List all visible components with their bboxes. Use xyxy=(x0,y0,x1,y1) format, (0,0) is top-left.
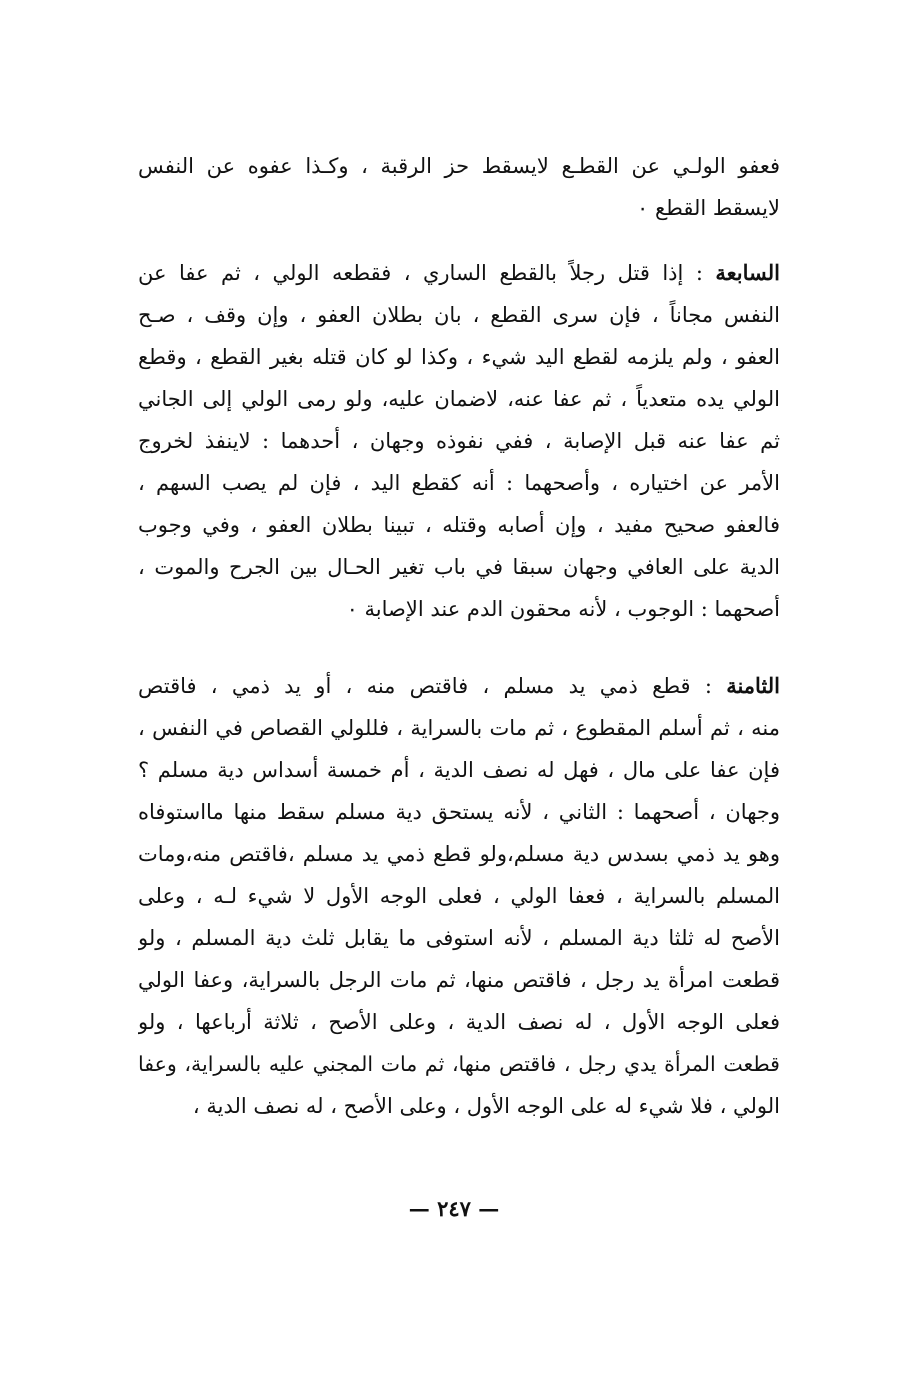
paragraph-heading: السابعة xyxy=(715,260,780,285)
text-line: الولي يده متعدياً ، ثم عفا عنه، لاضمان عليه، ولو رمى الولي إلى الجاني xyxy=(138,387,780,411)
text-line: فعلى الوجه الأول ، له نصف الدية ، وعلى الأصح ، ثلاثة أرباعها ، ولو xyxy=(138,1010,780,1034)
text-line: فعفو الولـي عن القطـع لايسقط حز الرقبة ، وكـذا عفوه عن النفس xyxy=(138,154,780,178)
text-line: العفو ، ولم يلزمه لقطع اليد شيء ، وكذا لو كان قتله بغير القطع ، وقطع xyxy=(138,345,780,369)
text-line: الأصح له ثلثا دية المسلم ، لأنه استوفى ما يقابل ثلث دية المسلم ، ولو xyxy=(138,926,780,950)
text-line-content: : قطع ذمي يد مسلم ، فاقتص منه ، أو يد ذمي ، فاقتص xyxy=(138,674,712,698)
text-line: الأمر عن اختياره ، وأصحهما : أنه كقطع اليد ، فإن لم يصب السهم ، xyxy=(138,471,780,495)
page-number: — ٢٤٧ — xyxy=(408,1196,500,1221)
text-line: لايسقط القطع ٠ xyxy=(636,196,780,220)
paragraph-eighth xyxy=(138,665,780,1127)
text-line: المسلم بالسراية ، فعفا الولي ، فعلى الوجه الأول لا شيء لـه ، وعلى xyxy=(138,884,780,908)
paragraph-heading: الثامنة xyxy=(726,673,780,698)
text-line: ثم عفا عنه قبل الإصابة ، ففي نفوذه وجهان ، أحدهما : لاينفذ لخروج xyxy=(138,429,780,453)
text-line: فالعفو صحيح مفيد ، وإن أصابه وقتله ، تبينا بطلان العفو ، وفي وجوب xyxy=(138,513,780,537)
paragraph-continuation xyxy=(138,145,780,229)
text-line: فإن عفا على مال ، فهل له نصف الدية ، أم خمسة أسداس دية مسلم ؟ xyxy=(138,758,780,782)
text-line: قطعت امرأة يد رجل ، فاقتص منها، ثم مات الرجل بالسراية، وعفا الولي xyxy=(138,968,780,992)
text-line: وهو يد ذمي بسدس دية مسلم،ولو قطع ذمي يد مسلم ،فاقتص منه،ومات xyxy=(138,842,780,866)
text-line: منه ، ثم أسلم المقطوع ، ثم مات بالسراية ، فللولي القصاص في النفس ، xyxy=(138,716,780,740)
text-line: الولي ، فلا شيء له على الوجه الأول ، وعلى الأصح ، له نصف الدية ، xyxy=(192,1094,780,1118)
text-line: قطعت المرأة يدي رجل ، فاقتص منها، ثم مات المجني عليه بالسراية، وعفا xyxy=(138,1052,780,1076)
text-line xyxy=(138,665,780,707)
text-line: الدية على العافي وجهان سبقا في باب تغير الحـال بين الجرح والموت ، xyxy=(138,555,780,579)
text-line: أصحهما : الوجوب ، لأنه محقون الدم عند الإصابة ٠ xyxy=(346,597,780,621)
paragraph-seventh xyxy=(138,252,780,630)
text-line: وجهان ، أصحهما : الثاني ، لأنه يستحق دية مسلم سقط منها مااستوفاه xyxy=(138,800,780,824)
text-line: النفس مجاناً ، فإن سرى القطع ، بان بطلان العفو ، وإن وقف ، صـح xyxy=(138,303,780,327)
text-line xyxy=(138,252,780,294)
text-line-content: : إذا قتل رجلاً بالقطع الساري ، فقطعه الولي ، ثم عفا عن xyxy=(138,261,703,285)
